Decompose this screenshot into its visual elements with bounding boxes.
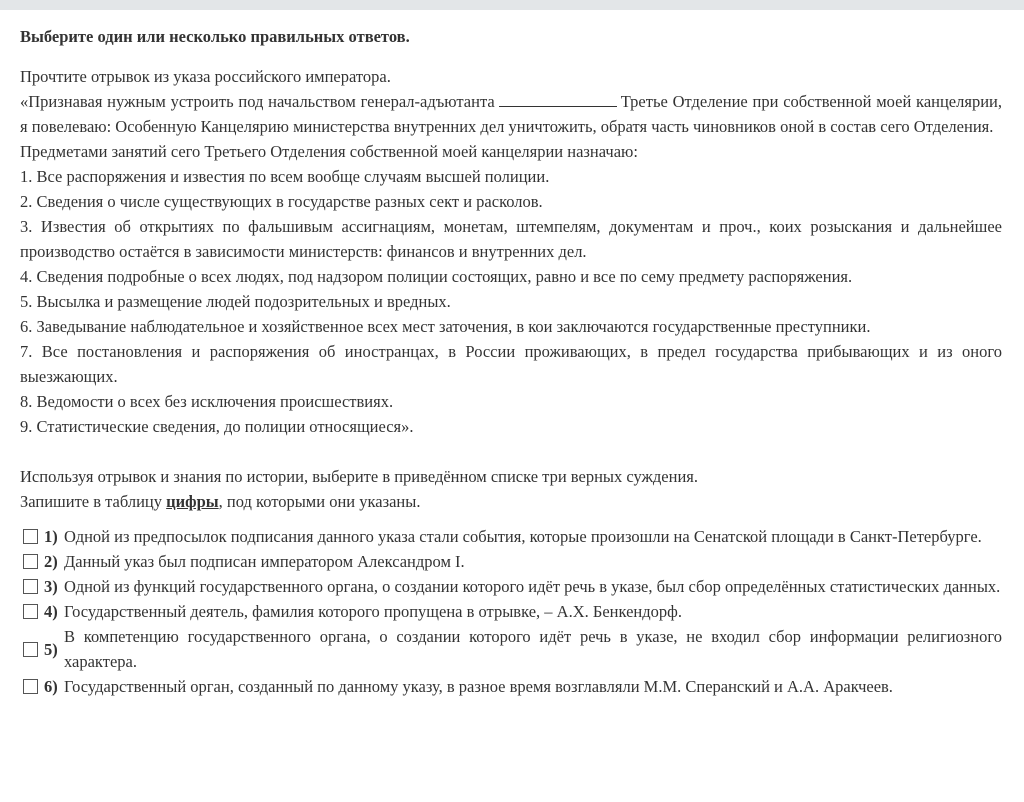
answer-option-6[interactable]	[20, 674, 1002, 699]
question-instruction: Выберите один или несколько правильных ответов.	[20, 27, 410, 46]
checkbox[interactable]	[23, 642, 38, 657]
option-text[interactable]: Одной из предпосылок подписания данного указа стали события, которые произошли на Сенатской площади в Санкт-Петербурге.	[64, 527, 982, 546]
checkbox[interactable]	[23, 579, 38, 594]
intro-text: Прочтите отрывок из указа российского императора.	[20, 67, 391, 86]
answer-option-2[interactable]	[20, 549, 1002, 574]
question-content	[20, 24, 1002, 699]
option-number: 5)	[44, 639, 58, 659]
task-text-2	[20, 489, 1002, 514]
option-text[interactable]: Государственный деятель, фамилия которого пропущена в отрывке, – А.Х. Бенкендорф.	[64, 602, 682, 621]
top-bar	[0, 0, 1024, 10]
option-text[interactable]: Данный указ был подписан императором Александром I.	[64, 552, 465, 571]
option-number: 4)	[44, 602, 58, 621]
excerpt-subjects-intro: Предметами занятий сего Третьего Отделения собственной моей канцелярии назначаю:	[20, 142, 638, 161]
excerpt-item: 4. Сведения подробные о всех людях, под надзором полиции состоящих, равно и все по сему предмету распоряжения.	[20, 267, 853, 286]
option-number: 2)	[44, 552, 58, 571]
excerpt-item: 1. Все распоряжения и известия по всем вообще случаям высшей полиции.	[20, 167, 550, 186]
checkbox[interactable]	[23, 529, 38, 544]
option-text[interactable]: В компетенцию государственного органа, о создании которого идёт речь в указе, не входил сбор информации религиозного характера.	[64, 627, 1002, 671]
excerpt-text-part2: Третье Отделение при собственной моей канцелярии, я повелеваю: Особенную Канцелярию министерства внутренних дел уничтожить, обратя часть чиновников оной в состав сего Отделения.	[20, 92, 1002, 136]
excerpt-item: 9. Статистические сведения, до полиции относящиеся».	[20, 417, 414, 436]
excerpt-opening	[20, 89, 1002, 139]
option-number: 1)	[44, 527, 58, 546]
excerpt-item: 3. Известия об открытиях по фальшивым ассигнациям, монетам, штемпелям, документам и проч., коих розыскания и дальнейшее производство остаётся в зависимости министерств: финансов и внутренних дел.	[20, 217, 1002, 261]
missing-name-blank	[499, 90, 617, 107]
answer-option-3[interactable]	[20, 574, 1002, 599]
spacer	[20, 439, 1002, 464]
excerpt-item: 6. Заведывание наблюдательное и хозяйственное всех мест заточения, в кои заключаются государственные преступники.	[20, 317, 871, 336]
option-text[interactable]: Государственный орган, созданный по данному указу, в разное время возглавляли М.М. Сперанский и А.А. Аракчеев.	[64, 677, 893, 696]
checkbox[interactable]	[23, 679, 38, 694]
answer-option-5[interactable]	[20, 624, 1002, 674]
option-number: 3)	[44, 577, 58, 596]
checkbox[interactable]	[23, 554, 38, 569]
option-number: 6)	[44, 677, 58, 696]
excerpt-item: 7. Все постановления и распоряжения об иностранцах, в России проживающих, в предел государства прибывающих и из оного выезжающих.	[20, 342, 1002, 386]
option-text[interactable]: Одной из функций государственного органа, о создании которого идёт речь в указе, был сбор определённых статистических данных.	[64, 577, 1001, 596]
task-text: Используя отрывок и знания по истории, выберите в приведённом списке три верных суждения.	[20, 467, 698, 486]
task-text-after: , под которыми они указаны.	[218, 492, 421, 511]
task-text-before: Запишите в таблицу	[20, 492, 167, 511]
answer-options	[20, 524, 1002, 699]
checkbox[interactable]	[23, 604, 38, 619]
excerpt-item: 5. Высылка и размещение людей подозрительных и вредных.	[20, 292, 451, 311]
answer-option-1[interactable]	[20, 524, 1002, 549]
excerpt-text-part1: «Признавая нужным устроить под начальством генерал-адъютанта	[20, 92, 495, 111]
excerpt-item: 2. Сведения о числе существующих в государстве разных сект и расколов.	[20, 192, 543, 211]
task-emphasis: цифры	[166, 492, 219, 511]
answer-option-4[interactable]	[20, 599, 1002, 624]
excerpt-item: 8. Ведомости о всех без исключения происшествиях.	[20, 392, 394, 411]
